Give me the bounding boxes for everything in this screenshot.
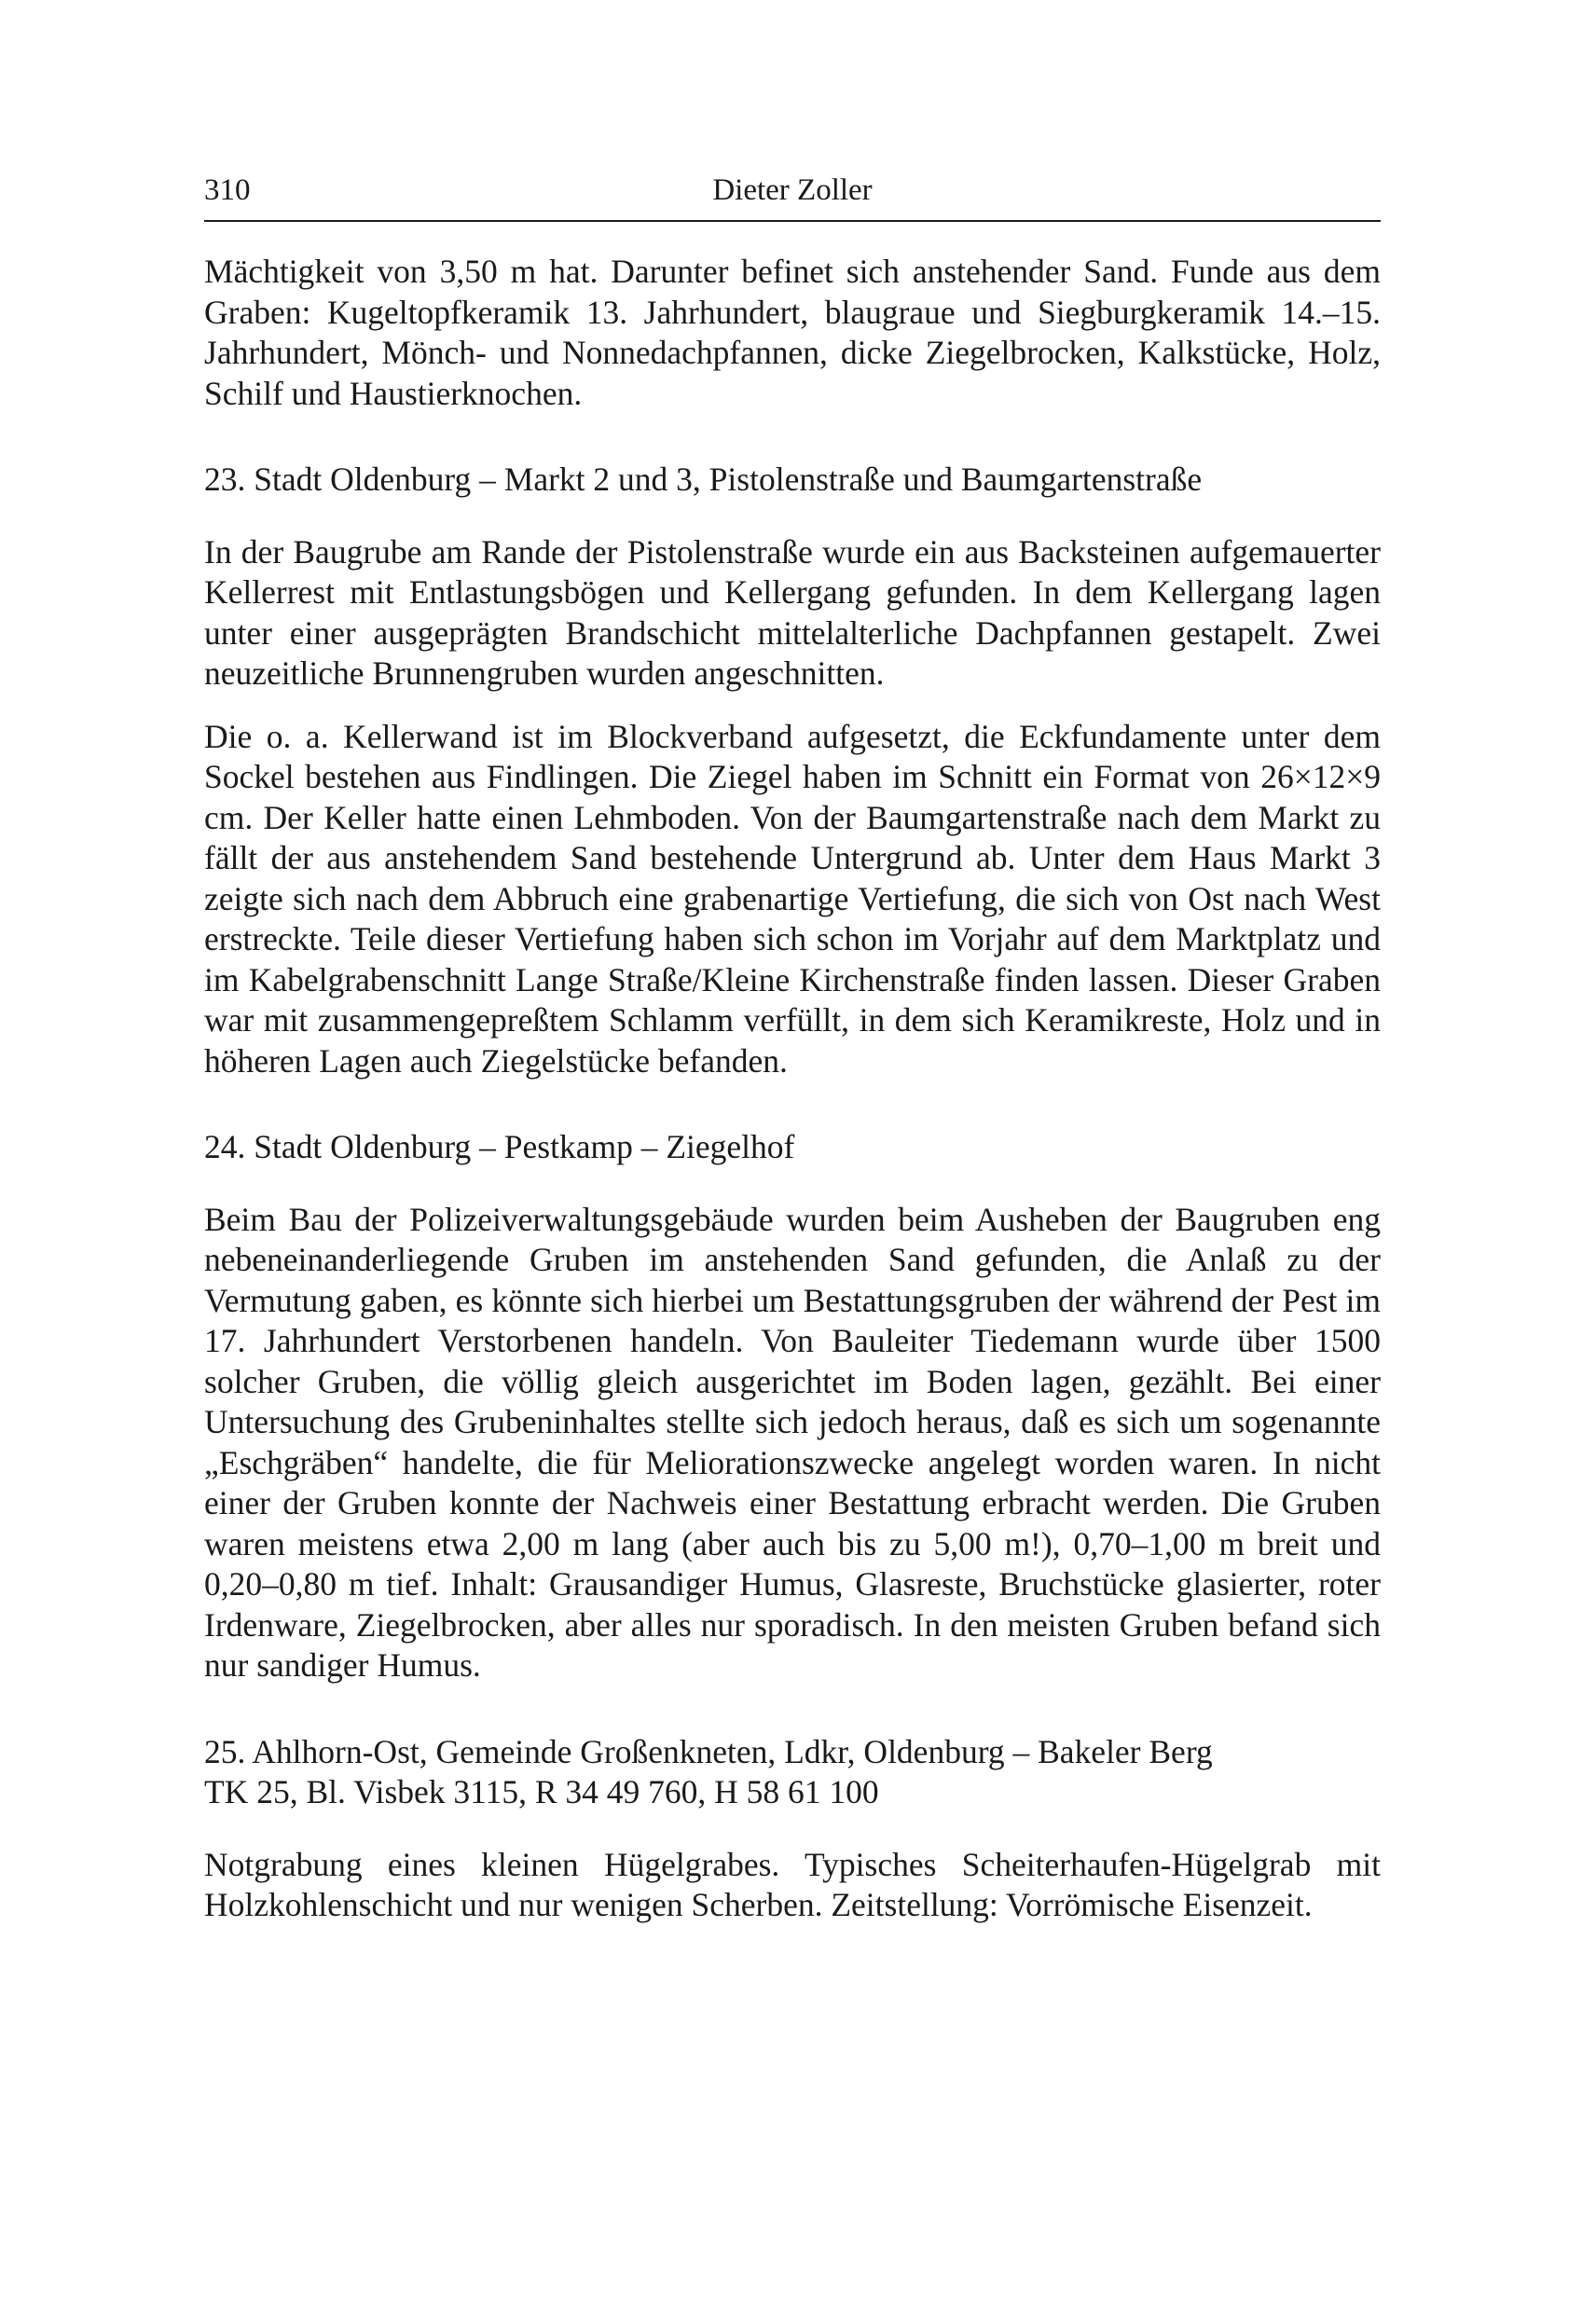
paragraph-23-1: In der Baugrube am Rande der Pistolenstraße wurde ein aus Backsteinen aufgemauerter Kellerrest mit Entlastungsbögen und Kellergang gefunden. In dem Kellergang lagen unter einer ausgeprägten Brandschicht mittelalterliche Dachpfannen gestapelt. Zwei neuzeitliche Brunnengruben wurden angeschnitten. xyxy=(204,532,1381,692)
document-page xyxy=(204,0,1381,2312)
header-rule xyxy=(204,220,1381,222)
running-head xyxy=(204,166,1381,214)
paragraph-23-2: Die o. a. Kellerwand ist im Blockverband aufgesetzt, die Eckfundamente unter dem Sockel bestehen aus Findlingen. Die Ziegel haben im Schnitt ein Format von 26×12×9 cm. Der Keller hatte einen Lehmboden. Von der Baumgartenstraße nach dem Markt zu fällt der aus anstehendem Sand bestehende Untergrund ab. Unter dem Haus Markt 3 zeigte sich nach dem Abbruch eine grabenartige Vertiefung, die sich von Ost nach West erstreckte. Teile dieser Vertiefung haben sich schon im Vorjahr auf dem Marktplatz und im Kabelgrabenschnitt Lange Straße/Kleine Kirchenstraße finden lassen. Dieser Graben war mit zusammengepreßtem Schlamm verfüllt, in dem sich Keramikreste, Holz und in höheren Lagen auch Ziegelstücke befanden. xyxy=(204,717,1381,1080)
running-title: Dieter Zoller xyxy=(712,173,873,207)
paragraph-24-1: Beim Bau der Polizeiverwaltungsgebäude wurden beim Ausheben der Baugruben eng nebeneinanderliegende Gruben im anstehenden Sand gefunden, die Anlaß zu der Vermutung gaben, es könnte sich hierbei um Bestattungsgruben der während der Pest im 17. Jahrhundert Verstorbenen handeln. Von Bauleiter Tiedemann wurde über 1500 solcher Gruben, die völlig gleich ausgerichtet im Boden lagen, gezählt. Bei einer Untersuchung des Grubeninhaltes stellte sich jedoch heraus, daß es sich um sogenannte „Eschgräben“ handelte, die für Meliorationszwecke angelegt worden waren. In nicht einer der Gruben konnte der Nachweis einer Bestattung erbracht werden. Die Gruben waren meistens etwa 2,00 m lang (aber auch bis zu 5,00 m!), 0,70–1,00 m breit und 0,20–0,80 m tief. Inhalt: Grausandiger Humus, Glasreste, Bruchstücke glasierter, roter Irdenware, Ziegelbrocken, aber alles nur sporadisch. In den meisten Gruben befand sich nur sandiger Humus. xyxy=(204,1200,1381,1684)
section-heading-25-line-1: 25. Ahlhorn-Ost, Gemeinde Großenkneten, Ldkr, Oldenburg – Bakeler Berg xyxy=(204,1732,1213,1770)
section-heading-24: 24. Stadt Oldenburg – Pestkamp – Ziegelhof xyxy=(204,1128,795,1165)
section-heading-23: 23. Stadt Oldenburg – Markt 2 und 3, Pistolenstraße und Baumgartenstraße xyxy=(204,461,1203,498)
paragraph-intro: Mächtigkeit von 3,50 m hat. Darunter befinet sich anstehender Sand. Funde aus dem Graben: Kugeltopfkeramik 13. Jahrhundert, blaugraue und Siegburgkeramik 14.–15. Jahrhundert, Mönch- und Nonnedachpfannen, dicke Ziegelbrocken, Kalkstücke, Holz, Schilf und Haustierknochen. xyxy=(204,253,1381,412)
section-heading-25 xyxy=(204,1732,1381,1813)
body-text xyxy=(204,252,1381,1926)
section-heading-25-line-2: TK 25, Bl. Visbek 3115, R 34 49 760, H 58 61 100 xyxy=(204,1773,879,1810)
paragraph-25-1: Notgrabung eines kleinen Hügelgrabes. Typisches Scheiterhaufen-Hügelgrab mit Holzkohlenschicht und nur wenigen Scherben. Zeitstellung: Vorrömische Eisenzeit. xyxy=(204,1845,1381,1923)
page-number: 310 xyxy=(204,173,251,207)
